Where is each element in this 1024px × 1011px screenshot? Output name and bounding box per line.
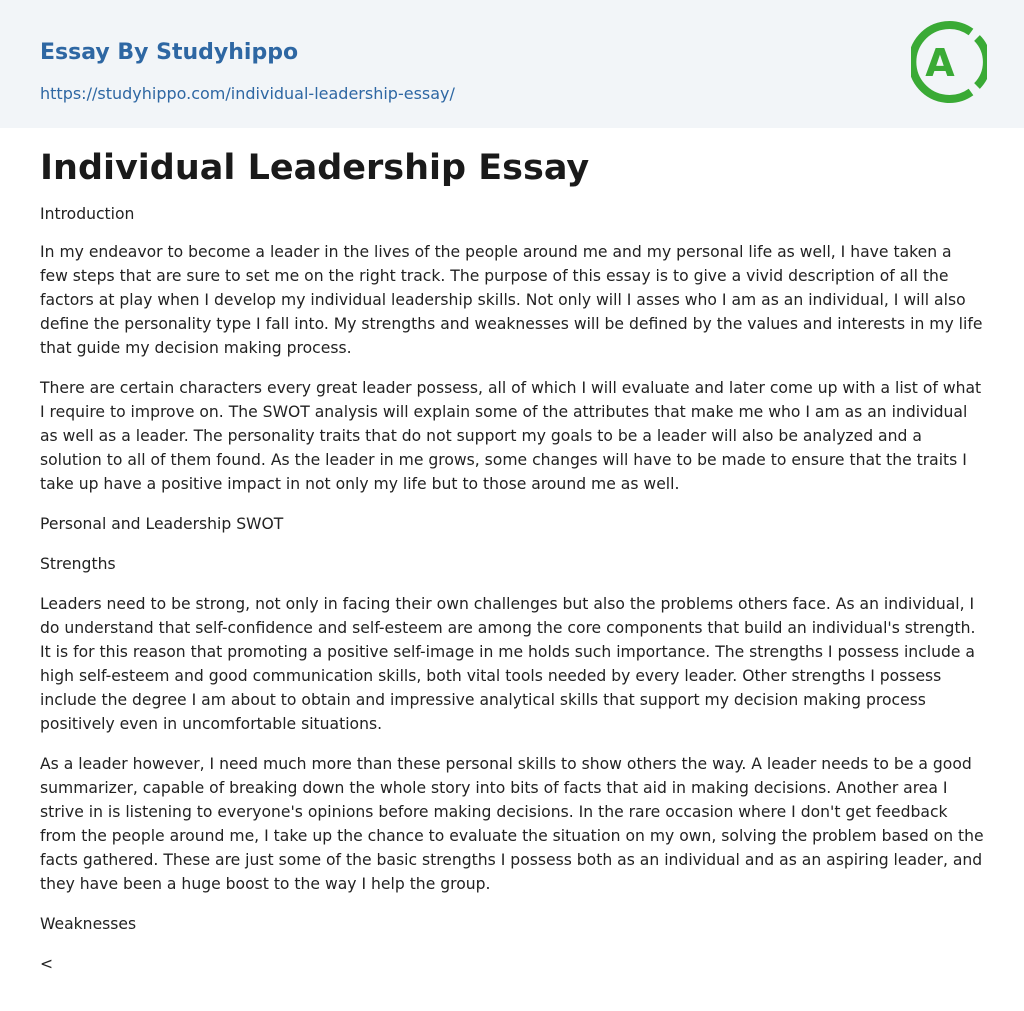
site-title[interactable]: Essay By Studyhippo [40, 40, 299, 65]
studyhippo-logo[interactable] [911, 18, 987, 106]
logo-letter: A [925, 41, 955, 85]
weaknesses-heading: Weaknesses [40, 915, 137, 933]
swot-heading: Personal and Leadership SWOT [40, 515, 284, 533]
logo-icon [911, 18, 987, 106]
trailing-text: < [40, 955, 54, 973]
paragraph-strengths-1: Leaders need to be strong, not only in facing their own challenges but also the problems others face. As an individual, I do understand that self-confidence and self-esteem are among the core components that build an individual's strength. It is for this reason that promoting a positive self-image in me holds such importance. The strengths I possess include a high self-esteem and good communication skills, both vital tools needed by every leader. Other strengths I possess include the degree I am about to obtain and impressive analytical skills that support my decision making process positively even in uncomfortable situations. [40, 595, 976, 733]
strengths-heading: Strengths [40, 555, 116, 573]
paragraph-intro-1: In my endeavor to become a leader in the lives of the people around me and my personal life as well, I have taken a few steps that are sure to set me on the right track. The purpose of this essay is to give a vivid description of all the factors at play when I develop my individual leadership skills. Not only will I asses who I am as an individual, I will also define the personality type I fall into. My strengths and weaknesses will be defined by the values and interests in my life that guide my decision making process. [40, 243, 983, 357]
paragraph-intro-2: There are certain characters every great leader possess, all of which I will evaluate and later come up with a list of what I require to improve on. The SWOT analysis will explain some of the attributes that make me who I am as an individual as well as a leader. The personality traits that do not support my goals to be a leader will also be analyzed and a solution to all of them found. As the leader in me grows, some changes will have to be made to ensure that the traits I take up have a positive impact in not only my life but to those around me as well. [40, 379, 982, 493]
site-header [0, 0, 1024, 128]
intro-heading: Introduction [40, 205, 135, 223]
essay-title: Individual Leadership Essay [40, 148, 590, 188]
source-url-link[interactable]: https://studyhippo.com/individual-leadership-essay/ [40, 84, 455, 103]
paragraph-strengths-2: As a leader however, I need much more than these personal skills to show others the way. A leader needs to be a good summarizer, capable of breaking down the whole story into bits of facts that aid in making decisions. Another area I strive in is listening to everyone's opinions before making decisions. In the rare occasion where I don't get feedback from the people around me, I take up the chance to evaluate the situation on my own, solving the problem based on the facts gathered. These are just some of the basic strengths I possess both as an individual and as an aspiring leader, and they have been a huge boost to the way I help the group. [40, 755, 984, 893]
